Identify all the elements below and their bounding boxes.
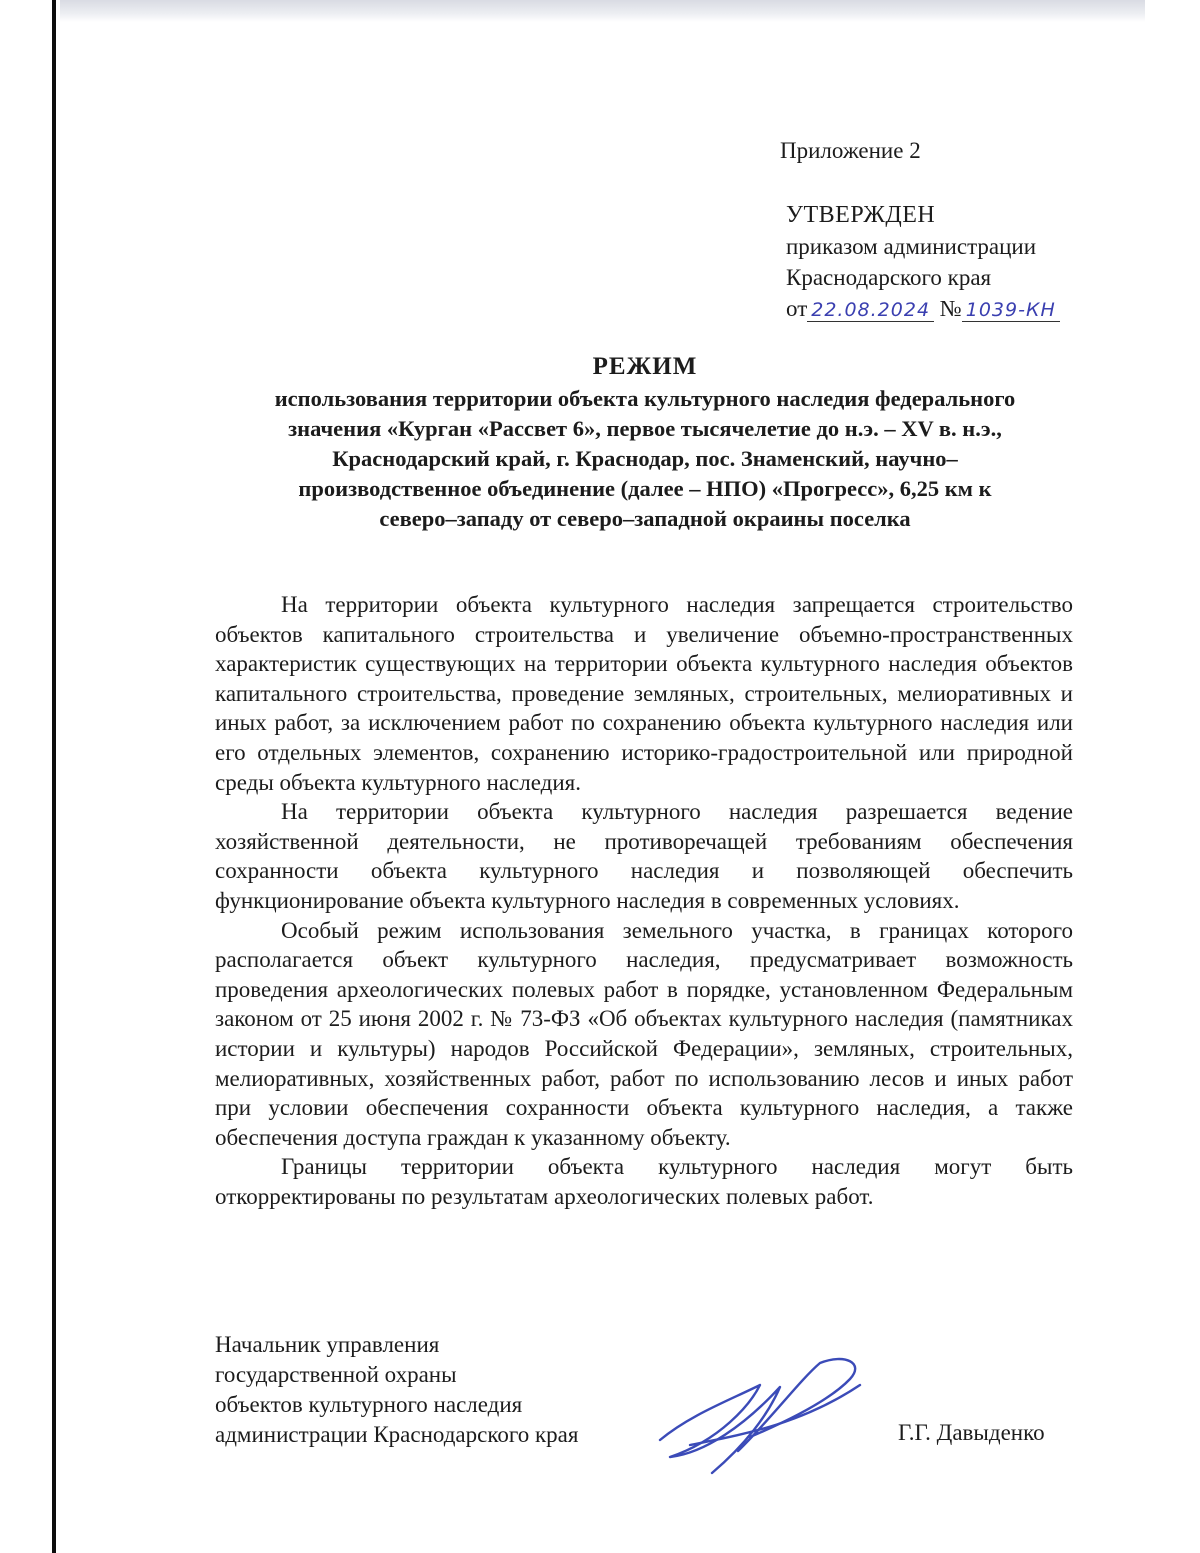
document-title [215, 352, 1075, 534]
signature-position [215, 1330, 578, 1450]
handwritten-date: 22.08.2024 [807, 299, 934, 322]
title-line: использования территории объекта культурного наследия федерального [274, 386, 1016, 411]
approval-line-1: приказом администрации [786, 234, 1037, 259]
position-line: объектов культурного наследия [215, 1392, 523, 1417]
paragraph-2: На территории объекта культурного наследия разрешается ведение хозяйственной деятельности, не противоречащей требованиям обеспечения сохранности объекта культурного наследия и позволяющей обеспечить функционирование объекта культурного наследия в современных условиях. [215, 799, 1073, 913]
number-prefix: № [939, 296, 962, 321]
handwritten-signature [650, 1345, 880, 1485]
approval-line-2: Краснодарского края [786, 265, 992, 290]
paragraph-3: Особый режим использования земельного участка, в границах которого располагается объект культурного наследия, предусматривает возможность проведения археологических полевых работ в порядке, установленном Федеральным законом от 25 июня 2002 г. № 73-ФЗ «Об объектах культурного наследия (памятниках истории и культуры) народов Российской Федерации», земляных, строительных, мелиоративных, хозяйственных работ, работ по использованию лесов и иных работ при условии обеспечения сохранности объекта культурного наследия, а также обеспечения доступа граждан к указанному объекту. [215, 917, 1073, 1150]
handwritten-number: 1039-КН [962, 299, 1060, 322]
title-line: Краснодарский край, г. Краснодар, пос. Знаменский, научно– [332, 446, 958, 471]
approval-block [786, 200, 1060, 324]
position-line: Начальник управления [215, 1332, 440, 1357]
title-line: значения «Курган «Рассвет 6», первое тысячелетие до н.э. – XV в. н.э., [288, 416, 1002, 441]
position-line: администрации Краснодарского края [215, 1422, 579, 1447]
appendix-label: Приложение 2 [780, 138, 921, 163]
document-body [215, 590, 1073, 1211]
title-line: северо–западу от северо–западной окраины поселка [379, 506, 911, 531]
approval-date-line [786, 293, 1060, 324]
approved-heading: УТВЕРЖДЕН [786, 202, 936, 228]
title-main: РЕЖИМ [592, 353, 698, 380]
date-prefix: от [786, 296, 808, 321]
paragraph-4: Границы территории объекта культурного наследия могут быть откорректированы по результатам археологических полевых работ. [215, 1154, 1073, 1209]
scan-top-shadow [60, 0, 1145, 22]
paragraph-1: На территории объекта культурного наследия запрещается строительство объектов капитального строительства и увеличение объемно-пространственных характеристик существующих на территории объекта культурного наследия объектов капитального строительства, проведение земляных, строительных, мелиоративных и иных работ, за исключением работ по сохранению объекта культурного наследия или его отдельных элементов, сохранению историко-градостроительной или природной среды объекта культурного наследия. [215, 592, 1073, 795]
scan-left-edge [52, 0, 56, 1553]
position-line: государственной охраны [215, 1362, 457, 1387]
signer-name: Г.Г. Давыденко [898, 1420, 1045, 1445]
title-line: производственное объединение (далее – НПО) «Прогресс», 6,25 км к [298, 476, 992, 501]
